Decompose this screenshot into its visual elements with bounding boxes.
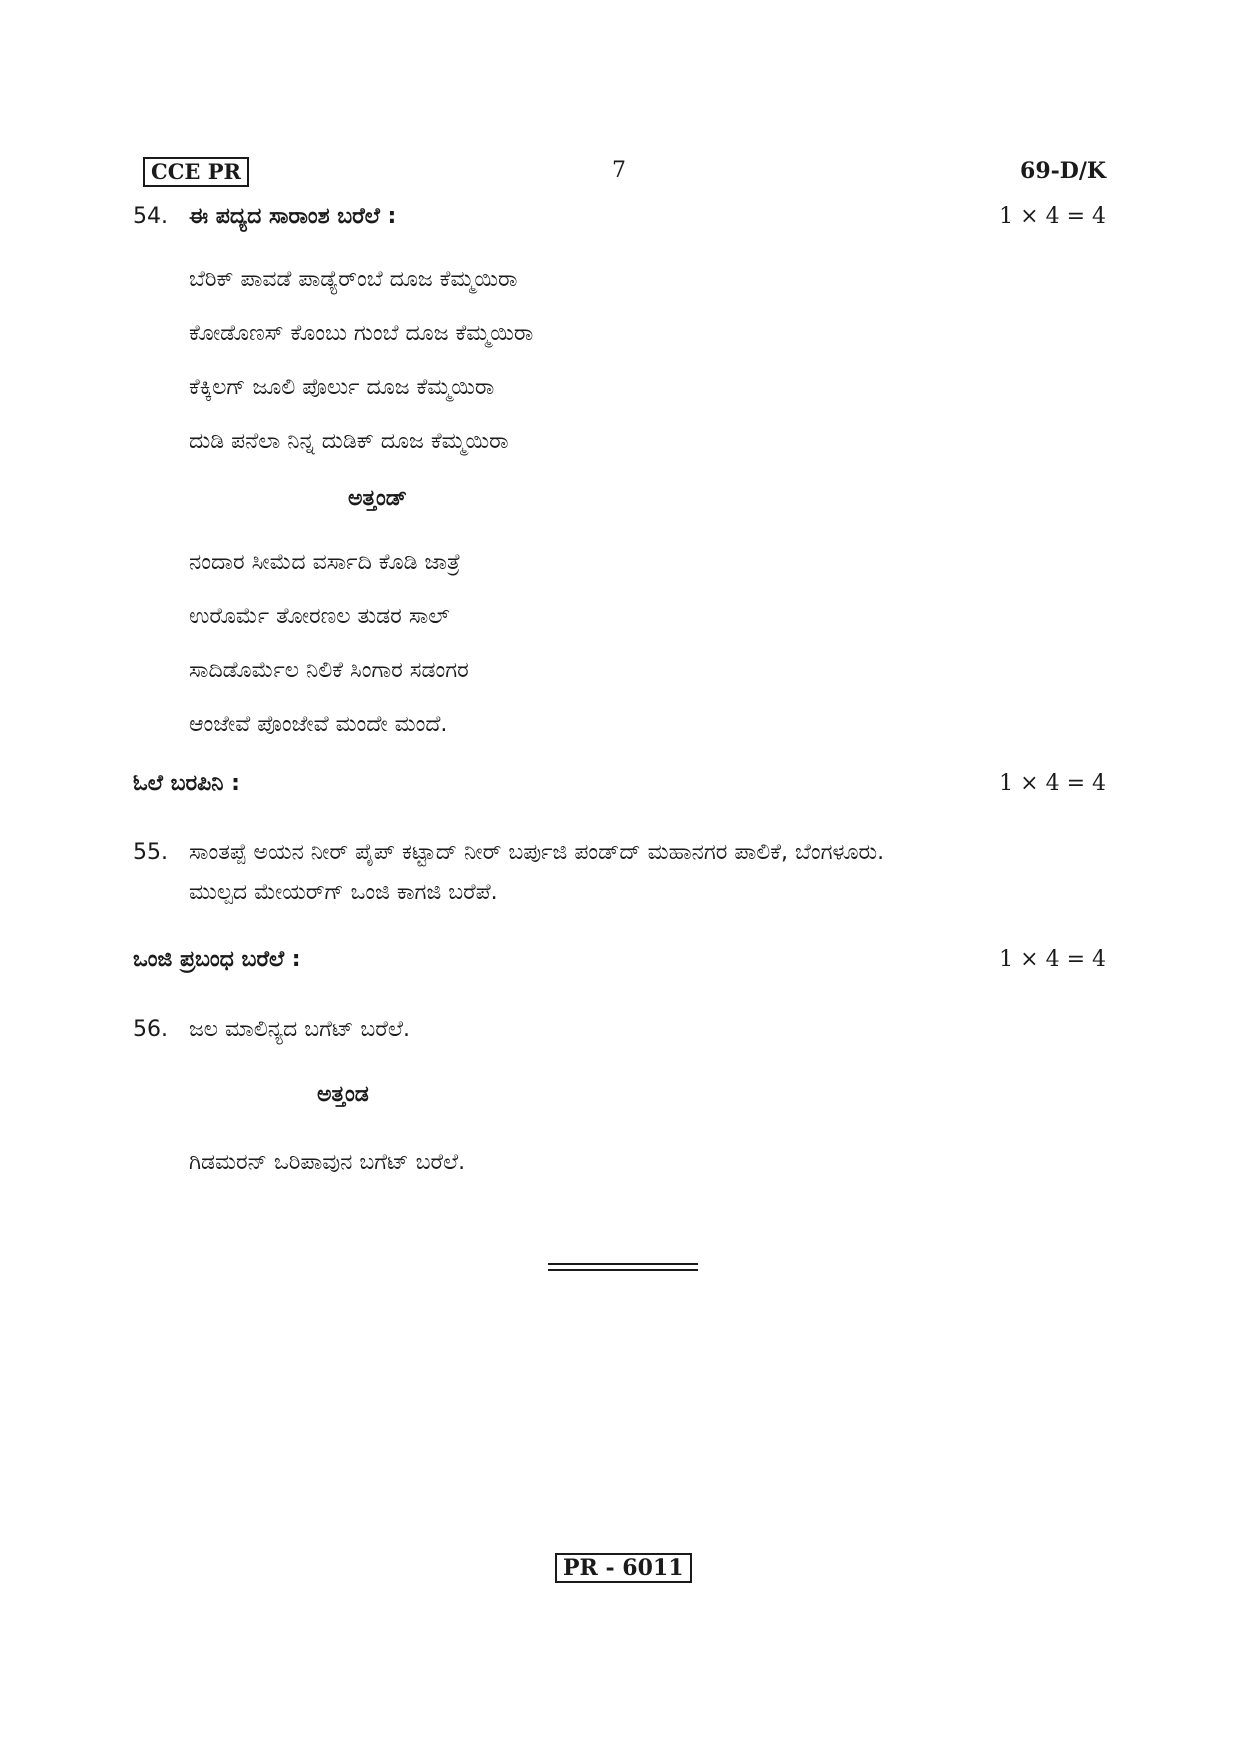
question-55-line-1: ಸಾಂತಪ್ಪೆ ಅಯನ ನೀರ್ ಪೈಪ್ ಕಟ್ಟಾದ್ ನೀರ್ ಬರ್ಪುಜಿ ಪಂಡ್‌ದ್ ಮಹಾನಗರ ಪಾಲಿಕೆ, ಬೆಂಗಳೂರು. — [189, 840, 885, 865]
poem-line: ನಂದಾರ ಸೀಮೆದ ವರ್ಸಾದಿ ಕೊಡಿ ಜಾತ್ರೆ — [189, 550, 461, 575]
question-number-55: 55. — [133, 840, 168, 865]
poem-line: ಕೋಡೊಣಸ್ ಕೊಂಬು ಗುಂಬೆ ದೂಜ ಕೆಮ್ಮಯಿರಾ — [189, 321, 534, 346]
poem-line: ಬೆರಿಕ್ ಪಾವಡೆ ಪಾಡ್ಯೆರ್ಂಬೆ ದೂಜ ಕೆಮ್ಮಯಿರಾ — [189, 267, 518, 292]
question-54-title: ಈ ಪದ್ಯದ ಸಾರಾಂಶ ಬರೆಲೆ : — [189, 204, 397, 229]
section-essay-title: ಒಂಜಿ ಪ್ರಬಂಧ ಬರೆಲೆ : — [133, 947, 301, 972]
end-divider-top — [548, 1263, 698, 1265]
poem-line: ಉರೊರ್ಮೆ ತೋರಣಲ ತುಡರ ಸಾಲ್ — [189, 604, 450, 629]
section-letter-marks: 1 × 4 = 4 — [999, 771, 1106, 796]
section-letter-title: ಓಲೆ ಬರಪಿನಿ : — [133, 771, 240, 796]
poem-line: ದುಡಿ ಪನೆಲಾ ನಿನ್ನ ದುಡಿಕ್ ದೂಜ ಕೆಮ್ಮಯಿರಾ — [189, 429, 509, 454]
footer-code-box: PR - 6011 — [555, 1553, 692, 1583]
paper-code: 69-D/K — [1020, 158, 1106, 184]
poem-line: ಕೆಕ್ಕಿಲಗ್ ಜೂಲಿ ಪೊರ್ಲು ದೂಜ ಕೆಮ್ಮಯಿರಾ — [189, 375, 495, 400]
question-number-56: 56. — [133, 1017, 168, 1042]
poem-line: ಸಾದಿಡೊರ್ಮೆಲ ನಿಲಿಕೆ ಸಿಂಗಾರ ಸಡಂಗರ — [189, 658, 469, 683]
question-number-54: 54. — [133, 204, 168, 229]
question-55-line-2: ಮುಲ್ಪದ ಮೇಯರ್‌ಗ್ ಒಂಜಿ ಕಾಗಜಿ ಬರೆಪೆ. — [189, 880, 498, 905]
question-56-line-2: ಗಿಡಮರನ್ ಒರಿಪಾವುನ ಬಗೆಟ್ ಬರೆಲೆ. — [189, 1150, 466, 1175]
poem-line: ಆಂಜೇವೆ ಪೊಂಜೇವೆ ಮಂದೇ ಮಂದೆ. — [189, 712, 448, 737]
page-number: 7 — [612, 158, 626, 183]
or-label: ಅತ್ತಂಡ್ — [348, 486, 407, 511]
or-label: ಅತ್ತಂಡ — [317, 1082, 369, 1107]
question-54-marks: 1 × 4 = 4 — [999, 204, 1106, 229]
header-series-box: CCE PR — [143, 157, 249, 187]
section-essay-marks: 1 × 4 = 4 — [999, 947, 1106, 972]
end-divider-bottom — [548, 1269, 698, 1271]
question-56-line-1: ಜಲ ಮಾಲಿನ್ಯದ ಬಗೆಟ್ ಬರೆಲೆ. — [189, 1017, 410, 1042]
